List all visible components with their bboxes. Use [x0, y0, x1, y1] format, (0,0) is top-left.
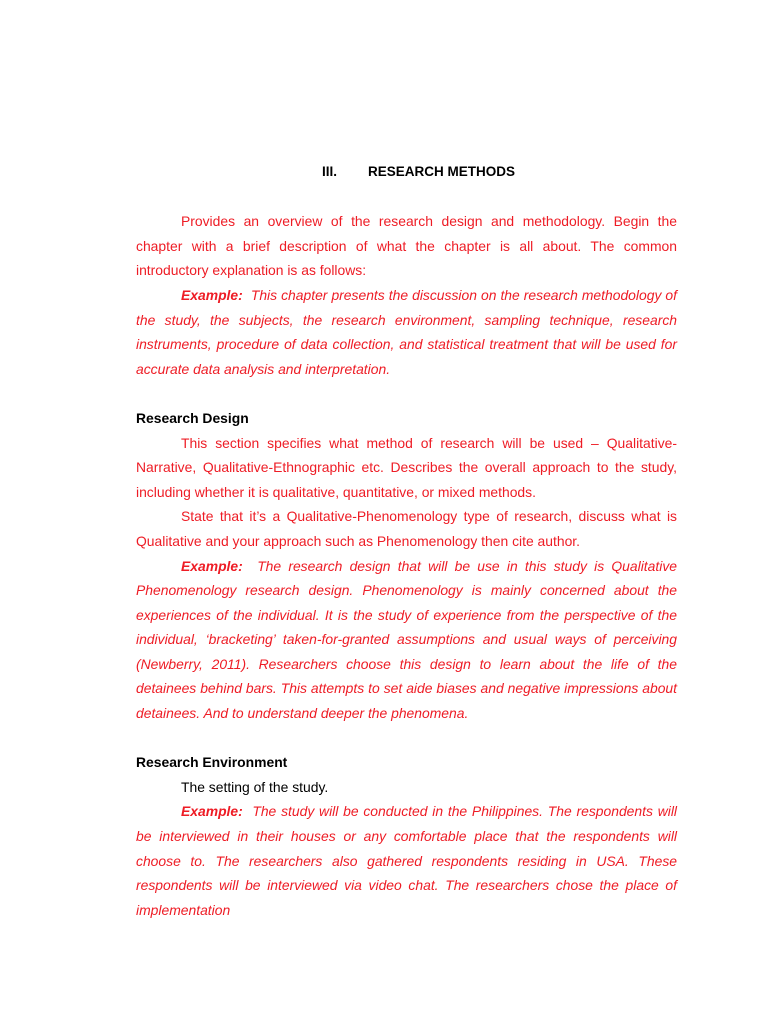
example-text: This chapter presents the discussion on the research methodology of the study, the subjects, the research environment, sampling technique, research instruments, procedure of data collection, and statistical treatment that will be used for accurate data analysis and interpretation.: [136, 286, 677, 377]
example-label: Example:: [181, 557, 243, 574]
chapter-title-text: RESEARCH METHODS: [367, 164, 515, 179]
section-gap: [136, 726, 677, 751]
chapter-title: [136, 160, 677, 185]
research-design-paragraph: This section specifies what method of research will be used – Qualitative-Narrative, Qualitative-Ethnographic etc. Describes the overall approach to the study, including whether it is qualitative, quantitative, or mixed methods.: [136, 434, 677, 500]
example-label: Example:: [181, 286, 243, 303]
section-heading-research-design: Research Design: [136, 409, 249, 426]
example-text: The study will be conducted in the Philippines. The respondents will be interviewed in their houses or any comfortable place that the respondents will choose to. The researchers also gathered respondents residing in USA. These respondents will be interviewed via video chat. The researchers chose the place of implementation: [136, 803, 677, 918]
research-design-paragraph: State that it’s a Qualitative-Phenomenology type of research, discuss what is Qualitative and your approach such as Phenomenology then cite author.: [136, 508, 677, 549]
document-page: [136, 160, 677, 922]
example-text: The research design that will be use in this study is Qualitative Phenomenology research design. Phenomenology is mainly concerned about the experiences of the individual. It is the study of experience from the perspective of the individual, ‘bracketing’ taken-for-granted assumptions and usual ways of perceiving (Newberry, 2011). Researchers choose this design to learn about the life of the detainees behind bars. This attempts to set aide biases and negative impressions about detainees. And to understand deeper the phenomena.: [136, 557, 677, 722]
example-label: Example:: [181, 803, 243, 820]
section-heading-research-environment: Research Environment: [136, 754, 288, 771]
research-environment-paragraph: The setting of the study.: [181, 778, 329, 795]
intro-example: [136, 283, 677, 381]
intro-paragraph: Provides an overview of the research design and methodology. Begin the chapter with a brief description of what the chapter is all about. The common introductory explanation is as follows:: [136, 213, 677, 279]
research-design-example: [136, 554, 677, 726]
chapter-number: III.: [321, 164, 337, 179]
research-environment-example: [136, 799, 677, 922]
section-gap: [136, 381, 677, 406]
